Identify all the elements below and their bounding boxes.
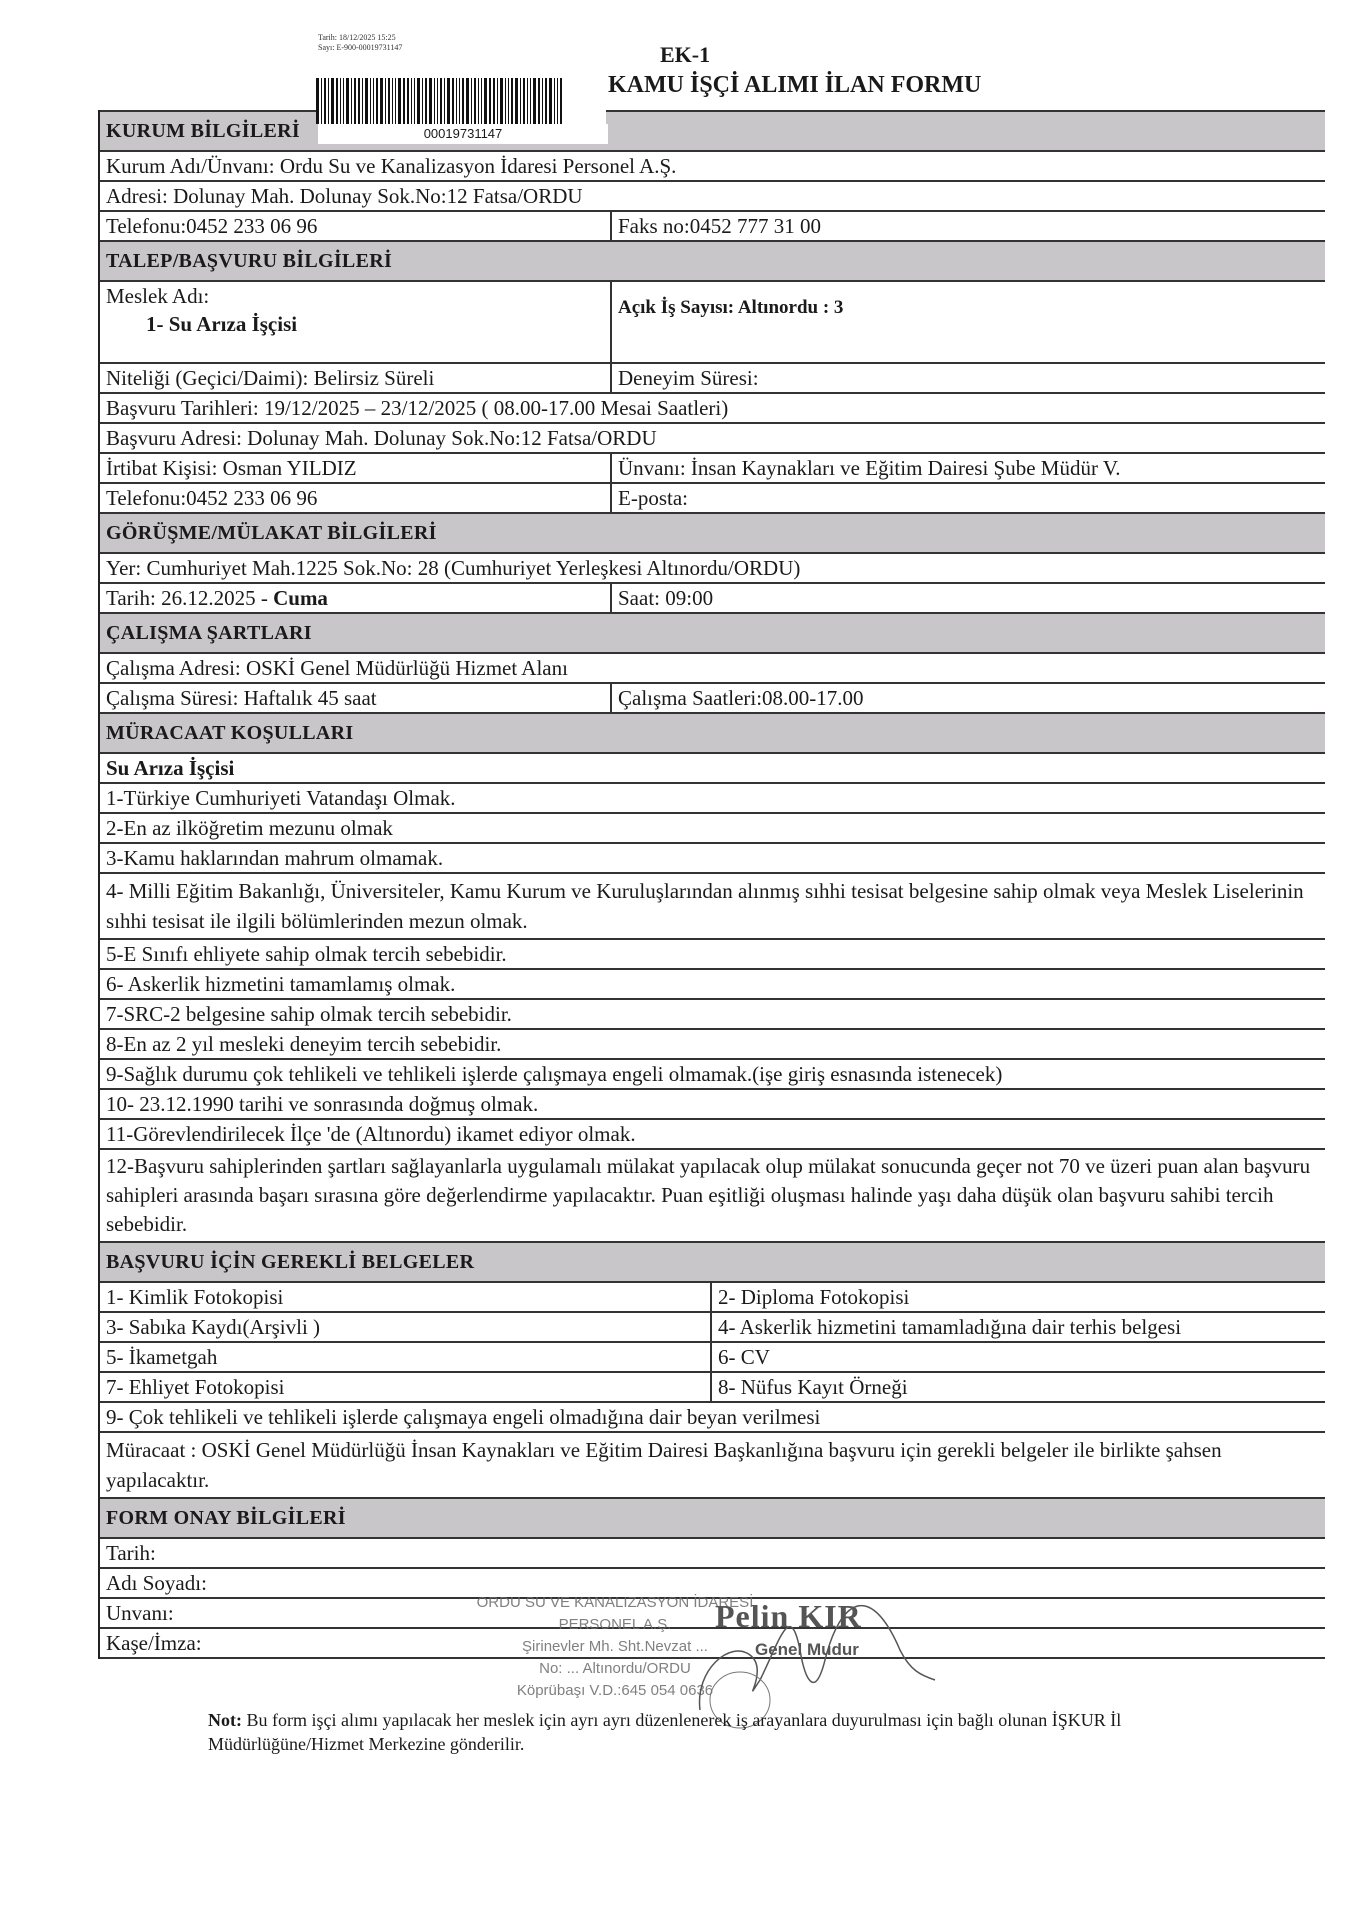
meta-date: Tarih: 18/12/2025 15:25 bbox=[318, 33, 396, 42]
document-item: 6- CV bbox=[718, 1345, 770, 1369]
document-row bbox=[100, 1403, 1325, 1433]
calisma-heading: ÇALIŞMA ŞARTLARI bbox=[106, 622, 312, 644]
application-note: Müracaat : OSKİ Genel Müdürlüğü İnsan Kaynakları ve Eğitim Dairesi Başkanlığına başvuru için gerekli belgeler ile birlikte şahsen yapılacaktır. bbox=[106, 1438, 1222, 1492]
document-row bbox=[100, 1373, 1325, 1403]
document-item: 2- Diploma Fotokopisi bbox=[718, 1285, 910, 1309]
condition-item: 5-E Sınıfı ehliyete sahip olmak tercih sebebidir. bbox=[106, 942, 507, 966]
barcode-bar bbox=[456, 78, 457, 124]
barcode-bar bbox=[340, 78, 341, 124]
profession-row bbox=[100, 282, 1325, 364]
document-meta bbox=[318, 33, 402, 53]
barcode-bar bbox=[343, 78, 344, 124]
contact-person: İrtibat Kişisi: Osman YILDIZ bbox=[100, 454, 612, 482]
condition-row bbox=[100, 814, 1325, 844]
contact-email: E-posta: bbox=[618, 486, 688, 510]
barcode-bar bbox=[354, 78, 356, 124]
barcode bbox=[316, 78, 606, 124]
barcode-bar bbox=[422, 78, 423, 124]
document-row bbox=[100, 1283, 1325, 1313]
barcode-bar bbox=[530, 78, 531, 124]
open-jobs: Açık İş Sayısı: Altınordu : 3 bbox=[618, 297, 844, 318]
condition-row bbox=[100, 1090, 1325, 1120]
barcode-bar bbox=[474, 78, 476, 124]
barcode-bar bbox=[459, 78, 460, 124]
barcode-bar bbox=[331, 78, 334, 124]
barcode-bar bbox=[351, 78, 352, 124]
condition-row bbox=[100, 1150, 1325, 1243]
kurum-name: Kurum Adı/Ünvanı: Ordu Su ve Kanalizasyon İdaresi Personel A.Ş. bbox=[106, 154, 677, 178]
barcode-bar bbox=[362, 78, 363, 124]
barcode-bar bbox=[478, 78, 479, 124]
barcode-bar bbox=[403, 78, 405, 124]
barcode-bar bbox=[497, 78, 498, 124]
section-header-talep bbox=[100, 242, 1325, 282]
barcode-bar bbox=[414, 78, 415, 124]
barcode-bar bbox=[505, 78, 506, 124]
document-item: 8- Nüfus Kayıt Örneği bbox=[718, 1375, 908, 1399]
document-item: 3- Sabıka Kaydı(Arşivli ) bbox=[100, 1313, 712, 1341]
app-address-row bbox=[100, 424, 1325, 454]
stamp-line: No: ... Altınordu/ORDU bbox=[539, 1660, 691, 1677]
kurum-phone: Telefonu:0452 233 06 96 bbox=[100, 212, 612, 240]
barcode-bar bbox=[365, 78, 368, 124]
barcode-bar bbox=[466, 78, 469, 124]
barcode-bar bbox=[336, 78, 338, 124]
condition-item: 1-Türkiye Cumhuriyeti Vatandaşı Olmak. bbox=[106, 786, 456, 810]
condition-row bbox=[100, 1060, 1325, 1090]
section-header-belgeler bbox=[100, 1243, 1325, 1283]
note-label: Not: bbox=[208, 1710, 242, 1730]
barcode-bar bbox=[407, 78, 409, 124]
barcode-bar bbox=[447, 78, 450, 124]
contact-phone-row bbox=[100, 484, 1325, 514]
approval-stamp-label: Kaşe/İmza: bbox=[106, 1631, 202, 1655]
condition-row bbox=[100, 1030, 1325, 1060]
section-header-kurum bbox=[100, 110, 1325, 152]
kurum-address: Adresi: Dolunay Mah. Dolunay Sok.No:12 Fatsa/ORDU bbox=[106, 184, 583, 208]
barcode-bar bbox=[392, 78, 393, 124]
barcode-bar bbox=[444, 78, 445, 124]
barcode-bar bbox=[346, 78, 349, 124]
work-time-row bbox=[100, 684, 1325, 714]
barcode-bar bbox=[462, 78, 464, 124]
barcode-bar bbox=[376, 78, 378, 124]
belgeler-heading: BAŞVURU İÇİN GEREKLİ BELGELER bbox=[106, 1251, 475, 1273]
section-header-gorusme bbox=[100, 514, 1325, 554]
condition-row bbox=[100, 970, 1325, 1000]
interview-day: Cuma bbox=[273, 586, 328, 610]
annex-label: EK-1 bbox=[660, 42, 711, 67]
meta-number: Sayı: E-900-00019731147 bbox=[318, 43, 403, 52]
profession-name: 1- Su Arıza İşçisi bbox=[146, 312, 298, 336]
approval-name-label: Adı Soyadı: bbox=[106, 1571, 207, 1595]
contact-title: Ünvanı: İnsan Kaynakları ve Eğitim Dairesi Şube Müdür V. bbox=[618, 456, 1121, 480]
work-duration: Çalışma Süresi: Haftalık 45 saat bbox=[100, 684, 612, 712]
barcode-bar bbox=[493, 78, 495, 124]
footer-note bbox=[208, 1708, 1268, 1756]
contact-row bbox=[100, 454, 1325, 484]
document-item: 4- Askerlik hizmetini tamamladığına dair terhis belgesi bbox=[718, 1315, 1182, 1339]
barcode-bar bbox=[373, 78, 374, 124]
onay-heading: FORM ONAY BİLGİLERİ bbox=[106, 1507, 346, 1529]
barcode-bar bbox=[471, 78, 472, 124]
barcode-bar bbox=[437, 78, 438, 124]
document-item: 7- Ehliyet Fotokopisi bbox=[100, 1373, 712, 1401]
approval-date-label: Tarih: bbox=[106, 1541, 156, 1565]
experience: Deneyim Süresi: bbox=[618, 366, 759, 390]
barcode-bar bbox=[370, 78, 371, 124]
barcode-bar bbox=[542, 78, 543, 124]
dates-row bbox=[100, 394, 1325, 424]
work-address: Çalışma Adresi: OSKİ Genel Müdürlüğü Hizmet Alanı bbox=[106, 656, 568, 680]
barcode-bar bbox=[489, 78, 491, 124]
application-note-row bbox=[100, 1433, 1325, 1499]
approval-title-label: Unvanı: bbox=[106, 1601, 174, 1625]
barcode-bar bbox=[316, 78, 319, 124]
barcode-bar bbox=[511, 78, 513, 124]
barcode-bar bbox=[515, 78, 518, 124]
barcode-bar bbox=[452, 78, 454, 124]
condition-item: 10- 23.12.1990 tarihi ve sonrasında doğmuş olmak. bbox=[106, 1092, 539, 1116]
barcode-bar bbox=[538, 78, 540, 124]
condition-row bbox=[100, 874, 1325, 940]
interview-date-row bbox=[100, 584, 1325, 614]
barcode-bar bbox=[395, 78, 396, 124]
interview-time: Saat: 09:00 bbox=[618, 586, 714, 610]
barcode-bar bbox=[549, 78, 552, 124]
barcode-bar bbox=[417, 78, 420, 124]
stamp-line: Köprübaşı V.D.:645 054 0636 bbox=[516, 1682, 714, 1699]
form-title: KAMU İŞÇİ ALIMI İLAN FORMU bbox=[608, 72, 982, 98]
profession-label: Meslek Adı: bbox=[106, 284, 210, 308]
condition-item: 8-En az 2 yıl mesleki deneyim tercih sebebidir. bbox=[106, 1032, 502, 1056]
barcode-bar bbox=[380, 78, 383, 124]
barcode-bar bbox=[429, 78, 432, 124]
application-address: Başvuru Adresi: Dolunay Mah. Dolunay Sok.No:12 Fatsa/ORDU bbox=[106, 426, 657, 450]
contact-phone: Telefonu:0452 233 06 96 bbox=[100, 484, 612, 512]
job-nature: Niteliği (Geçici/Daimi): Belirsiz Süreli bbox=[100, 364, 612, 392]
barcode-bar bbox=[321, 78, 322, 124]
condition-item: 3-Kamu haklarından mahrum olmamak. bbox=[106, 846, 444, 870]
form-table bbox=[98, 110, 1325, 1659]
nature-row bbox=[100, 364, 1325, 394]
profession-cell bbox=[100, 282, 612, 362]
kurum-name-row bbox=[100, 152, 1325, 182]
barcode-bar bbox=[527, 78, 528, 124]
kurum-heading: KURUM BİLGİLERİ bbox=[106, 120, 300, 142]
interview-place: Yer: Cumhuriyet Mah.1225 Sok.No: 28 (Cumhuriyet Yerleşkesi Altınordu/ORDU) bbox=[106, 556, 801, 580]
condition-row bbox=[100, 784, 1325, 814]
condition-row bbox=[100, 844, 1325, 874]
work-address-row bbox=[100, 654, 1325, 684]
barcode-bar bbox=[533, 78, 536, 124]
barcode-bar bbox=[500, 78, 503, 124]
section-header-muracaat bbox=[100, 714, 1325, 754]
interview-date-value: Tarih: 26.12.2025 - bbox=[106, 586, 274, 610]
condition-item: 9-Sağlık durumu çok tehlikeli ve tehlikeli işlerde çalışmaya engeli olmamak.(işe giriş esnasında istenecek) bbox=[106, 1062, 1003, 1086]
barcode-bar bbox=[324, 78, 326, 124]
barcode-bar bbox=[398, 78, 401, 124]
section-header-onay bbox=[100, 1499, 1325, 1539]
kurum-fax: Faks no:0452 777 31 00 bbox=[618, 214, 822, 238]
barcode-bar bbox=[481, 78, 482, 124]
condition-item: 12-Başvuru sahiplerinden şartları sağlayanlarla uygulamalı mülakat yapılacak olup mülakat sonucunda geçer not 70 ve üzeri puan alan başvuru sahipleri arasında başarı sırasına göre değerlendirme yapılacaktır. Puan eşitliği oluşması halinde yaşı daha düşük olan başvuru sahibi tercih sebebidir. bbox=[106, 1154, 1311, 1236]
kurum-contact-row bbox=[100, 212, 1325, 242]
kurum-address-row bbox=[100, 182, 1325, 212]
muracaat-subheading: Su Arıza İşçisi bbox=[106, 756, 235, 780]
stamp-line: Şirinevler Mh. Sht.Nevzat ... bbox=[522, 1638, 708, 1655]
condition-row bbox=[100, 1000, 1325, 1030]
barcode-bar bbox=[411, 78, 412, 124]
muracaat-subheading-row bbox=[100, 754, 1325, 784]
condition-item: 4- Milli Eğitim Bakanlığı, Üniversiteler, Kamu Kurum ve Kuruluşlarından alınmış sıhhi tesisat belgesine sahip olmak veya Meslek Liselerinin sıhhi tesisat ile ilgili bölümlerinden mezun olmak. bbox=[106, 879, 1304, 933]
interview-place-row bbox=[100, 554, 1325, 584]
gorusme-heading: GÖRÜŞME/MÜLAKAT BİLGİLERİ bbox=[106, 522, 437, 544]
barcode-bar bbox=[358, 78, 360, 124]
document-item-9: 9- Çok tehlikeli ve tehlikeli işlerde çalışmaya engeli olmadığına dair beyan verilmesi bbox=[106, 1405, 821, 1429]
stamp-line: ORDU SU VE KANALIZASYON İDARESİ bbox=[476, 1594, 754, 1611]
signer-title: Genel Mudur bbox=[755, 1640, 859, 1659]
document-item: 1- Kimlik Fotokopisi bbox=[100, 1283, 712, 1311]
barcode-bar bbox=[557, 78, 558, 124]
barcode-bar bbox=[385, 78, 386, 124]
document-row bbox=[100, 1313, 1325, 1343]
barcode-bar bbox=[425, 78, 427, 124]
note-text: Bu form işçi alımı yapılacak her meslek için ayrı ayrı düzenlenerek iş arayanlara duyurulması için bağlı olunan İŞKUR İl Müdürlüğüne/Hizmet Merkezine gönderilir. bbox=[208, 1710, 1122, 1754]
barcode-bar bbox=[520, 78, 521, 124]
barcode-bar bbox=[328, 78, 329, 124]
barcode-bar bbox=[388, 78, 390, 124]
section-header-calisma bbox=[100, 614, 1325, 654]
barcode-bar bbox=[440, 78, 442, 124]
condition-row bbox=[100, 1120, 1325, 1150]
condition-row bbox=[100, 940, 1325, 970]
application-dates: Başvuru Tarihleri: 19/12/2025 – 23/12/2025 ( 08.00-17.00 Mesai Saatleri) bbox=[106, 396, 729, 420]
condition-item: 6- Askerlik hizmetini tamamlamış olmak. bbox=[106, 972, 456, 996]
condition-item: 2-En az ilköğretim mezunu olmak bbox=[106, 816, 393, 840]
document-row bbox=[100, 1343, 1325, 1373]
barcode-bar bbox=[554, 78, 555, 124]
signer-name: Pelin KIR bbox=[715, 1598, 862, 1634]
work-hours: Çalışma Saatleri:08.00-17.00 bbox=[618, 686, 864, 710]
handwritten-signature-icon bbox=[600, 1560, 940, 1730]
barcode-bar bbox=[484, 78, 487, 124]
barcode-bar bbox=[545, 78, 547, 124]
barcode-bar bbox=[508, 78, 509, 124]
condition-item: 11-Görevlendirilecek İlçe 'de (Altınordu) ikamet ediyor olmak. bbox=[106, 1122, 636, 1146]
condition-item: 7-SRC-2 belgesine sahip olmak tercih sebebidir. bbox=[106, 1002, 512, 1026]
stamp-line: PERSONEL A.Ş. bbox=[558, 1616, 672, 1633]
interview-date bbox=[100, 584, 612, 612]
muracaat-heading: MÜRACAAT KOŞULLARI bbox=[106, 722, 354, 744]
barcode-number: 00019731147 bbox=[318, 124, 608, 144]
barcode-bar bbox=[434, 78, 435, 124]
talep-heading: TALEP/BAŞVURU BİLGİLERİ bbox=[106, 250, 393, 272]
barcode-bar bbox=[523, 78, 525, 124]
barcode-bar bbox=[560, 78, 562, 124]
document-item: 5- İkametgah bbox=[100, 1343, 712, 1371]
